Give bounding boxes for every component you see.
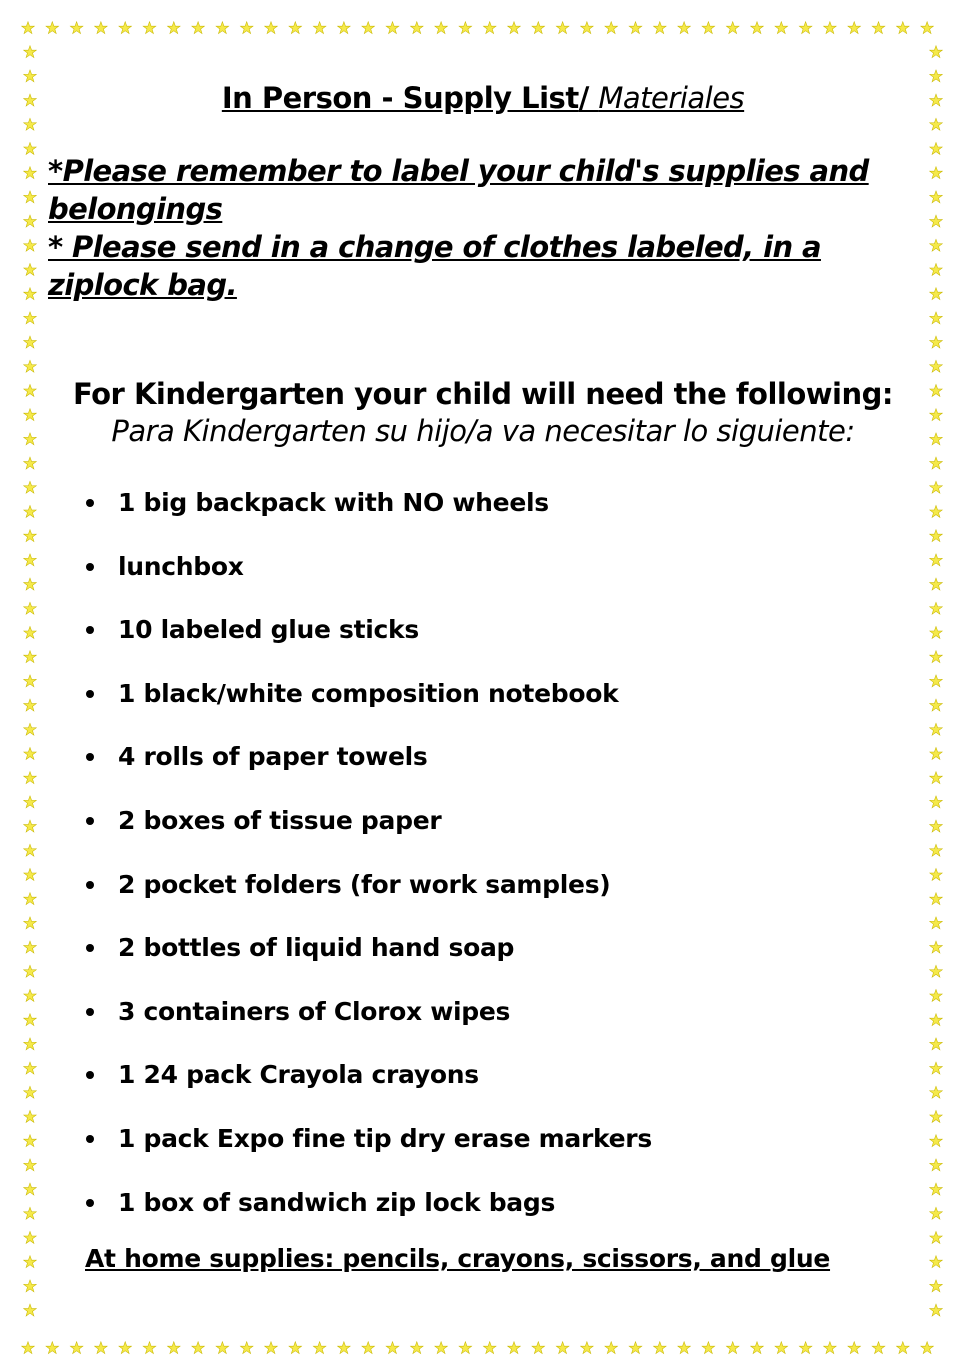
- star-icon: [24, 239, 37, 251]
- star-icon: [24, 191, 37, 203]
- star-icon: [930, 627, 943, 639]
- bullet-icon: [86, 563, 94, 571]
- star-icon: [930, 1183, 943, 1195]
- bullet-icon: [86, 944, 94, 952]
- star-icon: [24, 46, 37, 58]
- star-icon: [921, 22, 934, 34]
- star-icon: [24, 1207, 37, 1219]
- list-item: [86, 923, 652, 987]
- star-icon: [24, 1111, 37, 1123]
- star-icon: [24, 748, 37, 760]
- star-icon: [930, 481, 943, 493]
- page-title: [48, 78, 918, 118]
- star-icon: [24, 506, 37, 518]
- star-icon: [24, 336, 37, 348]
- star-icon: [930, 1062, 943, 1074]
- star-icon: [24, 433, 37, 445]
- list-item-label: 1 big backpack with NO wheels: [118, 488, 549, 517]
- list-item: [86, 669, 652, 733]
- bullet-icon: [86, 499, 94, 507]
- bullet-icon: [86, 626, 94, 634]
- list-item-label: 1 black/white composition notebook: [118, 678, 619, 708]
- star-icon: [24, 215, 37, 227]
- star-icon: [24, 360, 37, 372]
- star-icon: [930, 409, 943, 421]
- bullet-icon: [86, 1071, 94, 1079]
- star-icon: [24, 530, 37, 542]
- star-icon: [24, 1014, 37, 1026]
- note-label-supplies: *Please remember to label your child's supplies and belongings: [48, 154, 869, 226]
- star-icon: [930, 1135, 943, 1147]
- star-icon: [930, 1304, 943, 1316]
- star-icon: [24, 917, 37, 929]
- star-icon: [930, 360, 943, 372]
- star-icon: [930, 772, 943, 784]
- star-icon: [930, 1280, 943, 1292]
- star-icon: [930, 506, 943, 518]
- star-icon: [930, 1207, 943, 1219]
- list-item-label: 4 rolls of paper towels: [118, 742, 428, 772]
- star-icon: [24, 409, 37, 421]
- star-icon: [24, 1135, 37, 1147]
- star-icon: [24, 869, 37, 881]
- list-item: [86, 796, 652, 860]
- star-icon: [930, 288, 943, 300]
- star-icon: [24, 893, 37, 905]
- star-icon: [24, 820, 37, 832]
- star-icon: [930, 554, 943, 566]
- list-item-label: 1 box of sandwich zip lock bags: [118, 1187, 556, 1217]
- bullet-icon: [86, 690, 94, 698]
- bullet-icon: [86, 1135, 94, 1143]
- list-item: [86, 860, 652, 924]
- star-icon: [930, 215, 943, 227]
- star-icon: [22, 22, 35, 34]
- title-main: In Person - Supply List: [221, 81, 579, 115]
- star-icon: [930, 675, 943, 687]
- list-item: [86, 732, 652, 796]
- heading-english: For Kindergarten your child will need the following:: [73, 377, 893, 411]
- supply-list: [86, 478, 652, 1241]
- bullet-icon: [86, 1199, 94, 1207]
- star-icon: [930, 1159, 943, 1171]
- star-icon: [930, 699, 943, 711]
- star-icon: [930, 965, 943, 977]
- reminder-notes: [48, 152, 918, 304]
- star-icon: [930, 1086, 943, 1098]
- star-icon: [24, 1159, 37, 1171]
- star-icon: [24, 167, 37, 179]
- star-icon: [24, 70, 37, 82]
- star-icon: [930, 385, 943, 397]
- star-icon: [930, 1014, 943, 1026]
- title-italic: Materiales: [598, 81, 745, 115]
- star-icon: [930, 167, 943, 179]
- list-item: [86, 478, 652, 542]
- star-icon: [24, 1304, 37, 1316]
- star-icon: [24, 94, 37, 106]
- star-icon: [24, 1086, 37, 1098]
- star-icon: [24, 288, 37, 300]
- star-icon: [24, 554, 37, 566]
- list-item-label: 10 labeled glue sticks: [118, 615, 419, 645]
- star-icon: [930, 530, 943, 542]
- star-icon: [930, 1232, 943, 1244]
- star-icon: [930, 869, 943, 881]
- star-icon: [24, 699, 37, 711]
- list-item-label: 1 24 pack Crayola crayons: [118, 1060, 479, 1090]
- list-item-label: 2 bottles of liquid hand soap: [118, 933, 515, 963]
- star-icon: [930, 264, 943, 276]
- bullet-icon: [86, 817, 94, 825]
- bullet-icon: [86, 881, 94, 889]
- star-icon: [930, 118, 943, 130]
- list-item-label: 2 pocket folders (for work samples): [118, 869, 611, 899]
- star-icon: [930, 844, 943, 856]
- star-icon: [930, 143, 943, 155]
- star-icon: [930, 457, 943, 469]
- star-icon: [930, 723, 943, 735]
- star-icon: [24, 602, 37, 614]
- list-item-label: 3 containers of Clorox wipes: [118, 996, 511, 1026]
- star-icon: [24, 578, 37, 590]
- star-icon: [24, 675, 37, 687]
- star-icon: [930, 94, 943, 106]
- star-icon: [24, 481, 37, 493]
- star-icon: [921, 1342, 934, 1354]
- list-item: [86, 542, 652, 606]
- list-item: [86, 1114, 652, 1178]
- star-icon: [930, 796, 943, 808]
- star-icon: [930, 651, 943, 663]
- list-item-label: 1 pack Expo fine tip dry erase markers: [118, 1123, 652, 1153]
- star-icon: [24, 651, 37, 663]
- star-icon: [930, 46, 943, 58]
- list-item-label: lunchbox: [118, 551, 244, 581]
- star-icon: [24, 1232, 37, 1244]
- star-icon: [24, 941, 37, 953]
- star-icon: [930, 748, 943, 760]
- supply-list-page: [48, 0, 918, 1364]
- star-icon: [930, 820, 943, 832]
- star-icon: [930, 239, 943, 251]
- star-icon: [24, 118, 37, 130]
- star-icon: [24, 1038, 37, 1050]
- star-icon: [24, 143, 37, 155]
- star-icon: [930, 602, 943, 614]
- star-icon: [930, 312, 943, 324]
- star-icon: [24, 1280, 37, 1292]
- requirements-heading: [48, 376, 918, 450]
- heading-spanish: Para Kindergarten su hijo/a va necesitar lo siguiente:: [111, 414, 855, 448]
- home-supplies-note: At home supplies: pencils, crayons, scissors, and glue: [85, 1244, 831, 1273]
- star-icon: [24, 312, 37, 324]
- star-icon: [930, 578, 943, 590]
- list-item: [86, 1178, 652, 1242]
- star-icon: [24, 723, 37, 735]
- star-icon: [930, 70, 943, 82]
- list-item: [86, 987, 652, 1051]
- star-icon: [24, 385, 37, 397]
- star-icon: [24, 1256, 37, 1268]
- bullet-icon: [86, 753, 94, 761]
- list-item-label: 2 boxes of tissue paper: [118, 805, 442, 835]
- star-icon: [930, 1256, 943, 1268]
- star-icon: [930, 433, 943, 445]
- star-icon: [24, 1183, 37, 1195]
- list-item: [86, 605, 652, 669]
- list-item: [86, 1050, 652, 1114]
- star-icon: [930, 191, 943, 203]
- star-icon: [24, 1062, 37, 1074]
- bullet-icon: [86, 1008, 94, 1016]
- star-icon: [930, 1111, 943, 1123]
- star-icon: [930, 917, 943, 929]
- star-icon: [24, 264, 37, 276]
- star-icon: [930, 336, 943, 348]
- star-icon: [24, 965, 37, 977]
- star-icon: [930, 893, 943, 905]
- star-icon: [24, 844, 37, 856]
- star-icon: [24, 990, 37, 1002]
- star-icon: [24, 796, 37, 808]
- star-icon: [930, 1038, 943, 1050]
- star-icon: [930, 990, 943, 1002]
- star-icon: [930, 941, 943, 953]
- star-icon: [22, 1342, 35, 1354]
- star-icon: [24, 627, 37, 639]
- star-icon: [24, 772, 37, 784]
- star-icon: [24, 457, 37, 469]
- note-change-clothes: * Please send in a change of clothes labeled, in a ziplock bag.: [48, 230, 821, 302]
- title-separator: /: [578, 81, 599, 115]
